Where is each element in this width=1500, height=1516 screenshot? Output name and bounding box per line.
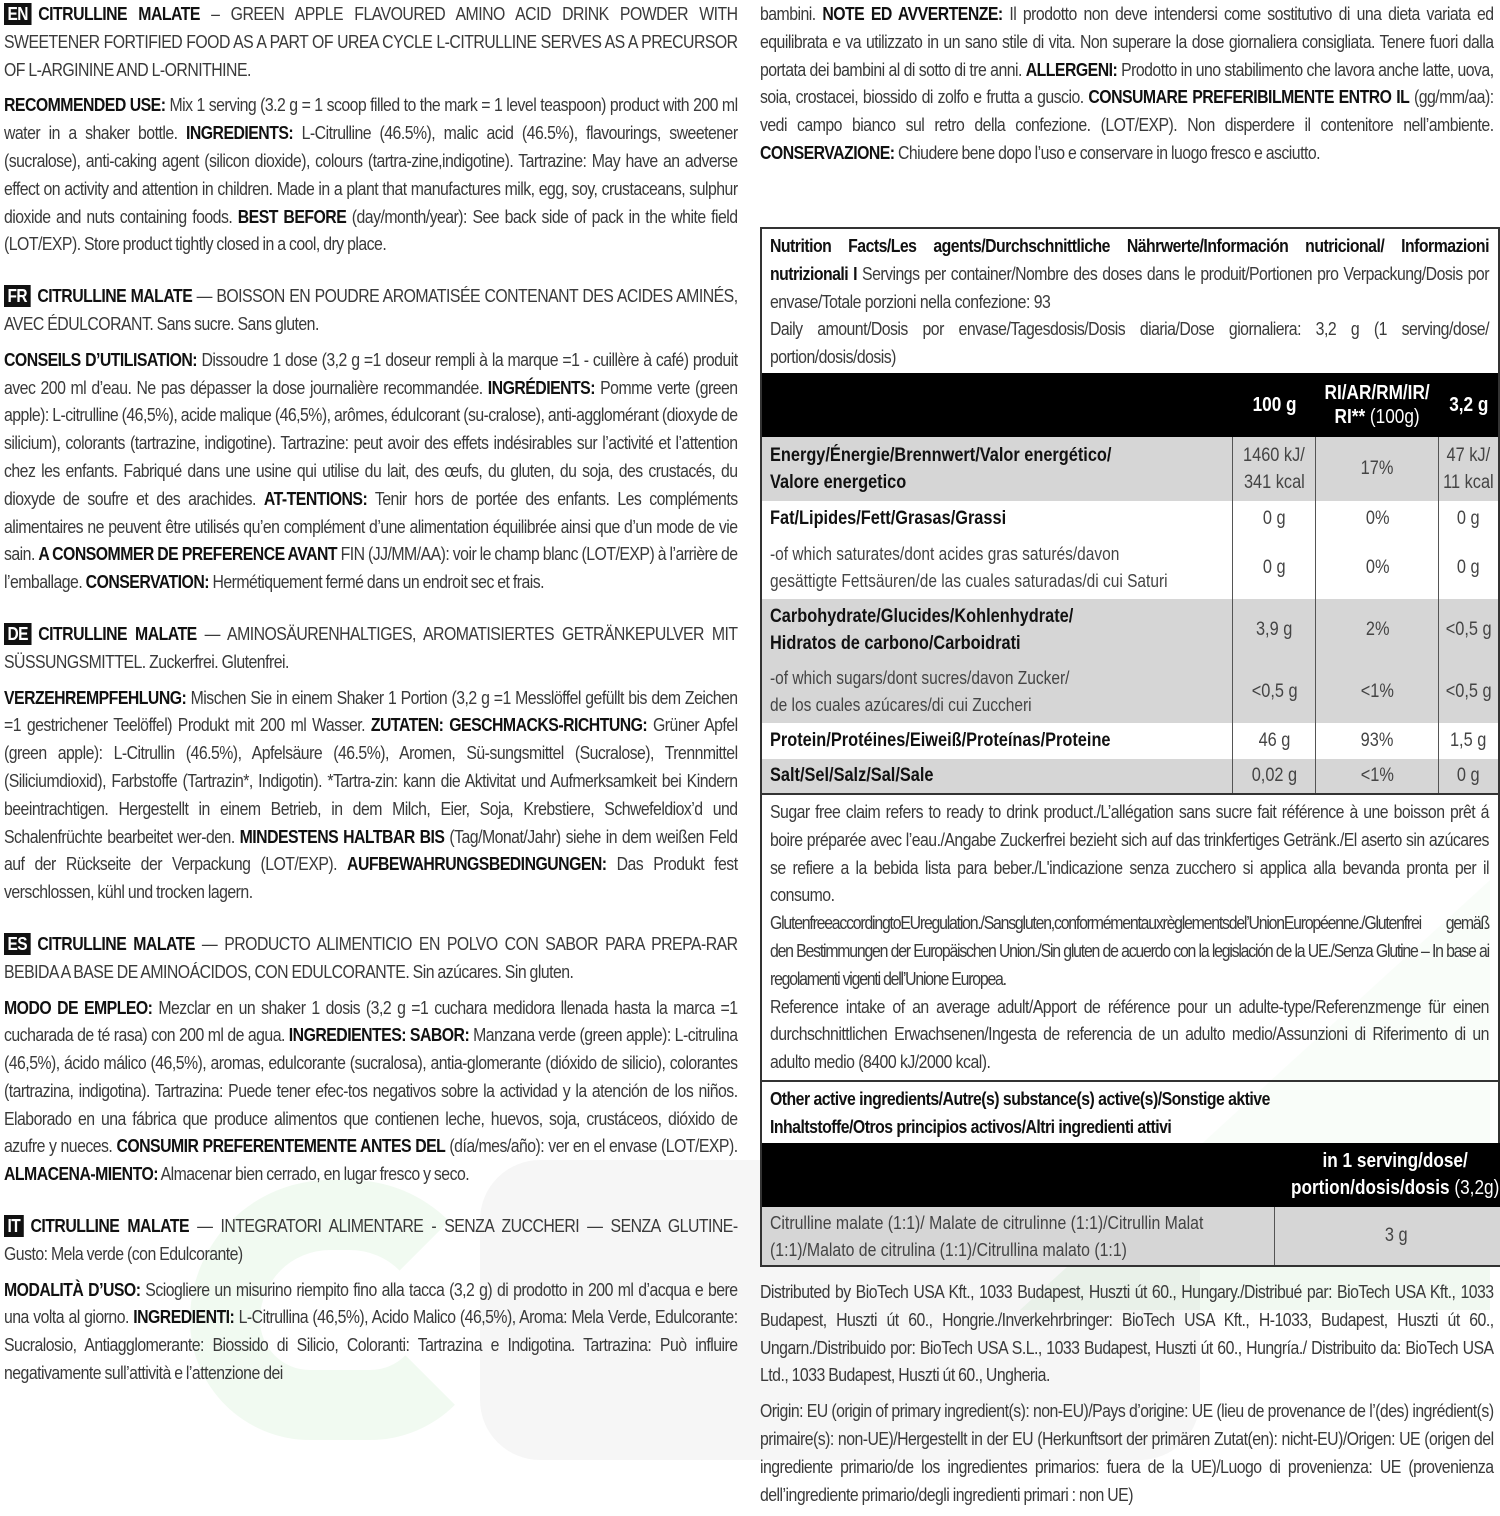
product-name: CITRULLINE MALATE (38, 622, 197, 644)
storage-label: CONSERVATION: (85, 571, 210, 593)
other-row-citrulline (762, 1207, 1500, 1265)
best-before-label: MINDESTENS HALTBAR BIS (239, 825, 445, 847)
table-row-salt (762, 759, 1498, 793)
other-ingredients-header (762, 1080, 1498, 1143)
best-before-label: CONSUMIR PREFERENTEMENTE ANTES DEL (116, 1135, 446, 1157)
ingredients-text: L-Citrullina (46,5%), Acido Malico (46,5%), Aroma: Mela Verde, Edulcorante: Sucralosio, Antiagglomerante: Biossido di Silicio, Coloranti: Tartrazina e Indigotina. Tartrazina: Può influire negativamente sull’attività e l’attenzione dei (4, 1306, 738, 1384)
table-row-fat (762, 501, 1498, 537)
section-es (4, 930, 738, 1188)
product-description: — BOISSON EN POUDRE AROMATISÉE CONTENANT DES ACIDES AMINÉS, AVEC ÉDULCORANT. Sans sucre. Sans gluten. (4, 285, 738, 334)
other-header-line1: in 1 serving/dose/ (1322, 1149, 1469, 1172)
language-badge-it: IT (4, 1215, 24, 1237)
gluten-free-note: GlutenfreeaccordingtoEUregulation./Sansgluten,conformémentauxrèglementsdel’UnionEuropéenne./Glutenfrei gemäß den Bestimmungen der Europäischen Union./Sin gluten de acuerdo con la legislación de la UE./Senza Glutine – In base ai regolamenti vigenti dell’Unione Europea. (770, 912, 1489, 989)
section-fr (4, 282, 738, 596)
section-de (4, 620, 738, 906)
language-badge-en: EN (4, 3, 31, 25)
ingredients-text: Pomme verte (green apple): L-citrulline (46,5%), acide malique (46,5%), arômes, édulcorant (su-cralose), anti-agglomérant (dioxyde de silicium), colorants (tartrazine, indigotine). Tartrazine: peut avoir des effets indésirables sur l’activité et l’attention chez les enfants. Fabriqué dans une usine qui utilise du lait, des œufs, du gluten, du soja, des crustacés, du dioxyde de soufre et des arachides. (4, 376, 738, 509)
nutrition-header-row (762, 373, 1498, 437)
ingredients-label: INGREDIENTS: (185, 122, 294, 144)
origin-text: Origin: EU (origin of primary ingredient(s): non-EU)/Pays d’origine: UE (lieu de provenance de l’(des) ingrédient(s) primaire(s): non-UE)/Hergestellt in der EU (Herkunftsort der primären Zutat(en): nicht-EU)/Origen: UE (origen del ingrediente primario/de los ingredientes primarios: fuera de la UE)/Luogo di provenienza: UE (provenienza dell’ingrediente primario/degli ingredienti primari : non UE) (760, 1400, 1494, 1505)
product-name: CITRULLINE MALATE (37, 932, 195, 954)
value-100g: 3,9 g (1256, 618, 1293, 640)
servings-per-container: Servings per container/Nombre des doses dans le produit/Portionen pro Verpackung/Dosis por envase/Totale porzioni nella confezione: 93 (770, 262, 1489, 312)
usage-label: MODALITÀ D’USO: (4, 1278, 141, 1300)
row-label: Carbohydrate/Glucides/Kohlenhydrate/ (770, 605, 1074, 627)
row-label: Salt/Sel/Salz/Sal/Sale (770, 765, 934, 787)
value-ri: 93% (1360, 729, 1394, 751)
value-serving: 0 g (1457, 507, 1480, 529)
right-column (760, 0, 1494, 175)
best-before-text: (day/month/year): See back side of pack in the white field (LOT/EXP). Store product tightly closed in a cool, dry place. (4, 205, 738, 255)
product-description: — PRODUCTO ALIMENTICIO EN POLVO CON SABOR PARA PREPA-RAR BEBIDA A BASE DE AMINOÁCIDOS, CON EDULCORANTE. Sin azúcares. Sin gluten. (4, 932, 738, 982)
best-before-text: (Tag/Monat/Jahr) siehe in dem weißen Feld auf der Rückseite der Verpackung (LOT/EXP). (4, 825, 738, 875)
best-before-label: CONSUMARE PREFERIBILMENTE ENTRO IL (1088, 86, 1410, 108)
best-before-label: BEST BEFORE (237, 205, 347, 227)
product-name: CITRULLINE MALATE (38, 3, 200, 24)
left-column (4, 0, 738, 1395)
language-badge-fr: FR (4, 285, 30, 307)
value-100g: 0 g (1262, 507, 1286, 529)
value-serving: 0 g (1457, 764, 1480, 786)
value-100g: 1460 kJ/ (1243, 444, 1306, 466)
recommended-use-label: RECOMMENDED USE: (4, 94, 166, 116)
ingredients-label: ZUTATEN: GESCHMACKS-RICHTUNG: (370, 714, 648, 736)
value-ri: 0% (1365, 556, 1390, 578)
other-ingredients-table (762, 1143, 1500, 1265)
usage-text: Mezclar en un shaker 1 dosis (3,2 g =1 cuchara medidora llenada hasta la marca =1 cucharada de té rasa) con 200 ml de agua. (4, 996, 738, 1046)
recommended-use-text: Mix 1 serving (3.2 g = 1 scoop filled to the mark = 1 level teaspoon) product with 200 ml water in a shaker bottle. (4, 94, 738, 144)
value-serving: 0 g (1457, 556, 1480, 578)
table-row-carbohydrate (762, 599, 1498, 661)
value-serving: <0,5 g (1445, 618, 1492, 640)
usage-text: Mischen Sie in einem Shaker 1 Portion (3,2 g =1 Messlöffel gefüllt bis dem Zeichen =1 gestrichener Teelöffel) Produkt mit 200 ml Wasser. (4, 686, 738, 736)
row-label: de los cuales azúcares/di cui Zuccheri (770, 694, 1032, 715)
ingredients-label: INGREDIENTES: SABOR: (288, 1024, 470, 1046)
nutrition-notes (762, 793, 1498, 1080)
continued-text: bambini. (760, 3, 823, 24)
product-description: – GREEN APPLE FLAVOURED AMINO ACID DRINK POWDER WITH SWEETENER FORTIFIED FOOD AS A PART OF UREA CYCLE L-CITRULLINE SERVES AS A PRECURSOR OF L-ARGININE AND L-ORNITHINE. (4, 3, 738, 80)
row-label: Protein/Protéines/Eiweiß/Proteínas/Proteine (770, 730, 1111, 752)
allergens-text: Prodotto in uno stabilimento che lavora anche latte, uova, soia, crostacei, biossido di zolfo e frutta a guscio. (760, 58, 1494, 108)
usage-label: MODO DE EMPLEO: (4, 996, 153, 1018)
value-ri: 2% (1365, 618, 1390, 640)
header-ri (1325, 381, 1430, 429)
ingredients-label: INGREDIENTI: (133, 1306, 235, 1328)
attentions-label: AT-TENTIONS: (263, 487, 368, 509)
usage-label: VERZEHREMPFEHLUNG: (4, 686, 187, 708)
best-before-text: FIN (JJ/MM/AA): voir le champ blanc (LOT/EXP) à l’arrière de l’emballage. (4, 543, 738, 593)
row-label: Fat/Lipides/Fett/Grasas/Grassi (770, 508, 1007, 530)
attentions-text: Tenir hors de portée des enfants. Les compléments alimentaires ne peuvent être utilisés qu’en complément d’une alimentation équilibrée ainsi que d’un mode de vie sain. (4, 487, 738, 565)
language-badge-de: DE (4, 623, 31, 645)
storage-text: Hermétiquement fermé dans un endroit sec et frais. (209, 571, 545, 593)
nutrition-title: Nutrition Facts/Les agents/Durchschnittliche Nährwerte/Información nutricional/ Informazioni nutrizionali I (770, 235, 1489, 284)
usage-text: Dissoudre 1 dose (3,2 g =1 doseur rempli à la marque =1 - cuillère à café) produit avec 200 ml d’eau. Ne pas dépasser la dose journalière recommandée. (4, 348, 738, 398)
section-en (4, 0, 738, 258)
product-description: — AMINOSÄURENHALTIGES, AROMATISIERTES GETRÄNKEPULVER MIT SÜSSUNGSMITTEL. Zuckerfrei. Glutenfrei. (4, 622, 738, 672)
ingredient-amount: 3 g (1384, 1224, 1408, 1246)
value-ri: <1% (1360, 764, 1394, 786)
row-label: Hidratos de carbono/Carboidrati (770, 632, 1021, 654)
row-label: gesättigte Fettsäuren/de las cuales saturadas/di cui Saturi (770, 570, 1168, 591)
sugar-free-note: Sugar free claim refers to ready to drink product./L’allégation sans sucre fait référence à une boisson prêt á boire préparée avec l’eau./Angabe Zuckerfrei bezieht sich auf das trinkfertiges Getränk./El aserto sin azúcares se refiere a la bebida lista para beber./L'indicazione senza zucchero si applica alla bevanda pronta per il consumo. (770, 800, 1489, 906)
storage-label: ALMACENA-MIENTO: (4, 1163, 158, 1185)
section-it (4, 1212, 738, 1387)
allergens-label: ALLERGENI: (1025, 58, 1118, 80)
ingredient-name: (1:1)/Malato de citrulina (1:1)/Citrullina malato (1:1) (770, 1238, 1127, 1260)
row-label: -of which sugars/dont sucres/davon Zucker/ (770, 667, 1070, 688)
value-serving: 47 kJ/ (1446, 444, 1491, 466)
row-label: Energy/Énergie/Brennwert/Valor energético/ (770, 444, 1112, 466)
value-ri: 17% (1360, 457, 1394, 479)
table-row-saturates (762, 537, 1498, 599)
other-header-row (762, 1143, 1500, 1207)
row-label: Valore energetico (770, 471, 907, 493)
distributor-text: Distributed by BioTech USA Kft., 1033 Budapest, Huszti út 60., Hungary./Distribué par: BioTech USA Kft., 1033 Budapest, Huszti út 60., Hongrie./Inverkehrbringer: BioTech USA Kft., H-1033, Budapest, Huszti út 60., Ungarn./Distribuido por: BioTech USA S.L., 1033 Budapest, Huszti út 60., Hungría./ Distribuito da: BioTech USA Ltd., 1033 Budapest, Huszti út 60., Ungheria. (760, 1281, 1494, 1386)
section-it-continued (760, 0, 1494, 167)
ingredients-label: INGRÉDIENTS: (487, 376, 595, 398)
ingredients-text: L-Citrulline (46.5%), malic acid (46.5%), flavourings, sweetener (sucralose), anti-caking agent (silicon dioxide), colours (tartra-zine,indigotine). Tartrazine: May have an adverse effect on activity and attention in children. Made in a plant that manufactures milk, egg, soy, crustaceans, sulphur dioxide and nuts containing foods. (4, 122, 738, 227)
storage-label: CONSERVAZIONE: (760, 141, 895, 163)
daily-amount: Daily amount/Dosis por envase/Tagesdosis/Dosis diaria/Dose giornaliera: 3,2 g (1 serving/dose/ portion/dosis/dosis) (770, 318, 1489, 368)
ingredient-name: Citrulline malate (1:1)/ Malate de citrulinne (1:1)/Citrullin Malat (770, 1211, 1204, 1233)
value-ri: 0% (1365, 507, 1390, 529)
product-name: CITRULLINE MALATE (37, 285, 193, 307)
storage-text: Chiudere bene dopo l’uso e conservare in luogo fresco e asciutto. (894, 141, 1320, 163)
value-serving: <0,5 g (1445, 680, 1492, 702)
value-100g: 341 kcal (1243, 471, 1305, 493)
product-name: CITRULLINE MALATE (30, 1215, 190, 1237)
nutrition-facts-panel (760, 227, 1500, 1267)
value-100g: 46 g (1258, 729, 1291, 751)
table-row-energy (762, 437, 1498, 501)
other-header-label (1291, 1148, 1499, 1202)
warnings-text: Il prodotto non deve intendersi come sostitutivo di una dieta variata ed equilibrata e va utilizzato in un sano stile di vita. Non superare la dose giornaliera consigliata. Tenere fuori dalla portata dei bambini al di sotto di tre anni. (760, 3, 1494, 80)
warnings-label: NOTE ED AVVERTENZE: (822, 3, 1003, 24)
distribution-info (760, 1278, 1494, 1516)
value-100g: 0 g (1262, 556, 1286, 578)
other-header-unit: (3,2g) (1449, 1176, 1500, 1199)
ingredients-text: Grüner Apfel (green apple): L-Citrullin (46.5%), Apfelsäure (46.5%), Aromen, Sü-sungsmittel (Sucralose), Trennmittel (Siliciumdioxid), Farbstoffe (Tartrazin*, Indigotin). *Tartra-zin: kann die Aktivitat und Aufmerksamkeit bei Kindern beeintrachtigen. Hergestellt in einem Betrieb, in dem Milch, Eier, Soja, Krebstiere, Schwefeldiox’d und Schalenfrüchte bearbeitet wer-den. (4, 714, 738, 847)
table-row-protein (762, 723, 1498, 759)
value-100g: 0,02 g (1251, 764, 1298, 786)
other-ingredients-title: Other active ingredients/Autre(s) substance(s) active(s)/Sonstige aktive Inhaltstoffe/Otros principios activos/Altri ingredienti attivi (770, 1087, 1270, 1137)
other-header-line2: portion/dosis/dosis (1291, 1176, 1450, 1199)
header-ri-unit: (100g) (1365, 405, 1420, 428)
usage-text: Sciogliere un misurino riempito fino alla tacca (3,2 g) di prodotto in 200 ml d’acqua e bere una volta al giorno. (4, 1278, 738, 1328)
header-ri-line2: RI** (1334, 405, 1366, 428)
header-100g: 100 g (1252, 393, 1297, 416)
header-serving: 3,2 g (1448, 393, 1488, 416)
table-row-sugars (762, 661, 1498, 723)
best-before-label: A CONSOMMER DE PREFERENCE AVANT (38, 543, 338, 565)
best-before-text: (día/mes/año): ver en el envase (LOT/EXP). (445, 1135, 738, 1157)
storage-text: Almacenar bien cerrado, en lugar fresco y seco. (157, 1163, 470, 1185)
header-ri-line1: RI/AR/RM/IR/ (1324, 381, 1430, 404)
nutrition-table (762, 373, 1498, 793)
product-description: — INTEGRATORI ALIMENTARE - SENZA ZUCCHERI — SENZA GLUTINE- Gusto: Mela verde (con Edulcorante) (4, 1215, 738, 1264)
best-before-text: (gg/mm/aa): vedi campo bianco sul retro della confezione. (LOT/EXP). Non disperdere il contenitore nell’ambiente. (760, 86, 1494, 136)
language-badge-es: ES (4, 933, 30, 955)
reference-intake-note: Reference intake of an average adult/Apport de référence pour un adulte-type/Referenzmenge für einen durchschnittlichen Erwachsenen/Ingesta de referencia de un adulto medio/Assunzioni di Riferimento di un adulto medio (8400 kJ/2000 kcal). (770, 995, 1489, 1073)
row-label: -of which saturates/dont acides gras saturés/davon (770, 543, 1120, 564)
value-serving: 11 kcal (1443, 471, 1494, 493)
storage-text: Das Produkt fest verschlossen, kühl und trocken lagern. (4, 853, 738, 903)
value-serving: 1,5 g (1450, 729, 1487, 751)
value-ri: <1% (1360, 680, 1394, 702)
ingredients-text: Manzana verde (green apple): L-citrulina (46,5%), ácido málico (46,5%), aromas, edulcorante (sucralosa), antia-glomerante (dióxido de silicio), colorantes (tartrazina, indigotina). Tartrazina: Puede tener efec-tos negativos sobre la actividad y la atención de los niños. Elaborado en una fábrica que produce alimentos que contienen leche, huevos, soja, crustáceos, dióxido de azufre y nueces. (4, 1024, 738, 1157)
storage-label: AUFBEWAHRUNGSBEDINGUNGEN: (347, 853, 607, 875)
value-100g: <0,5 g (1251, 680, 1298, 702)
usage-label: CONSEILS D’UTILISATION: (4, 348, 198, 370)
